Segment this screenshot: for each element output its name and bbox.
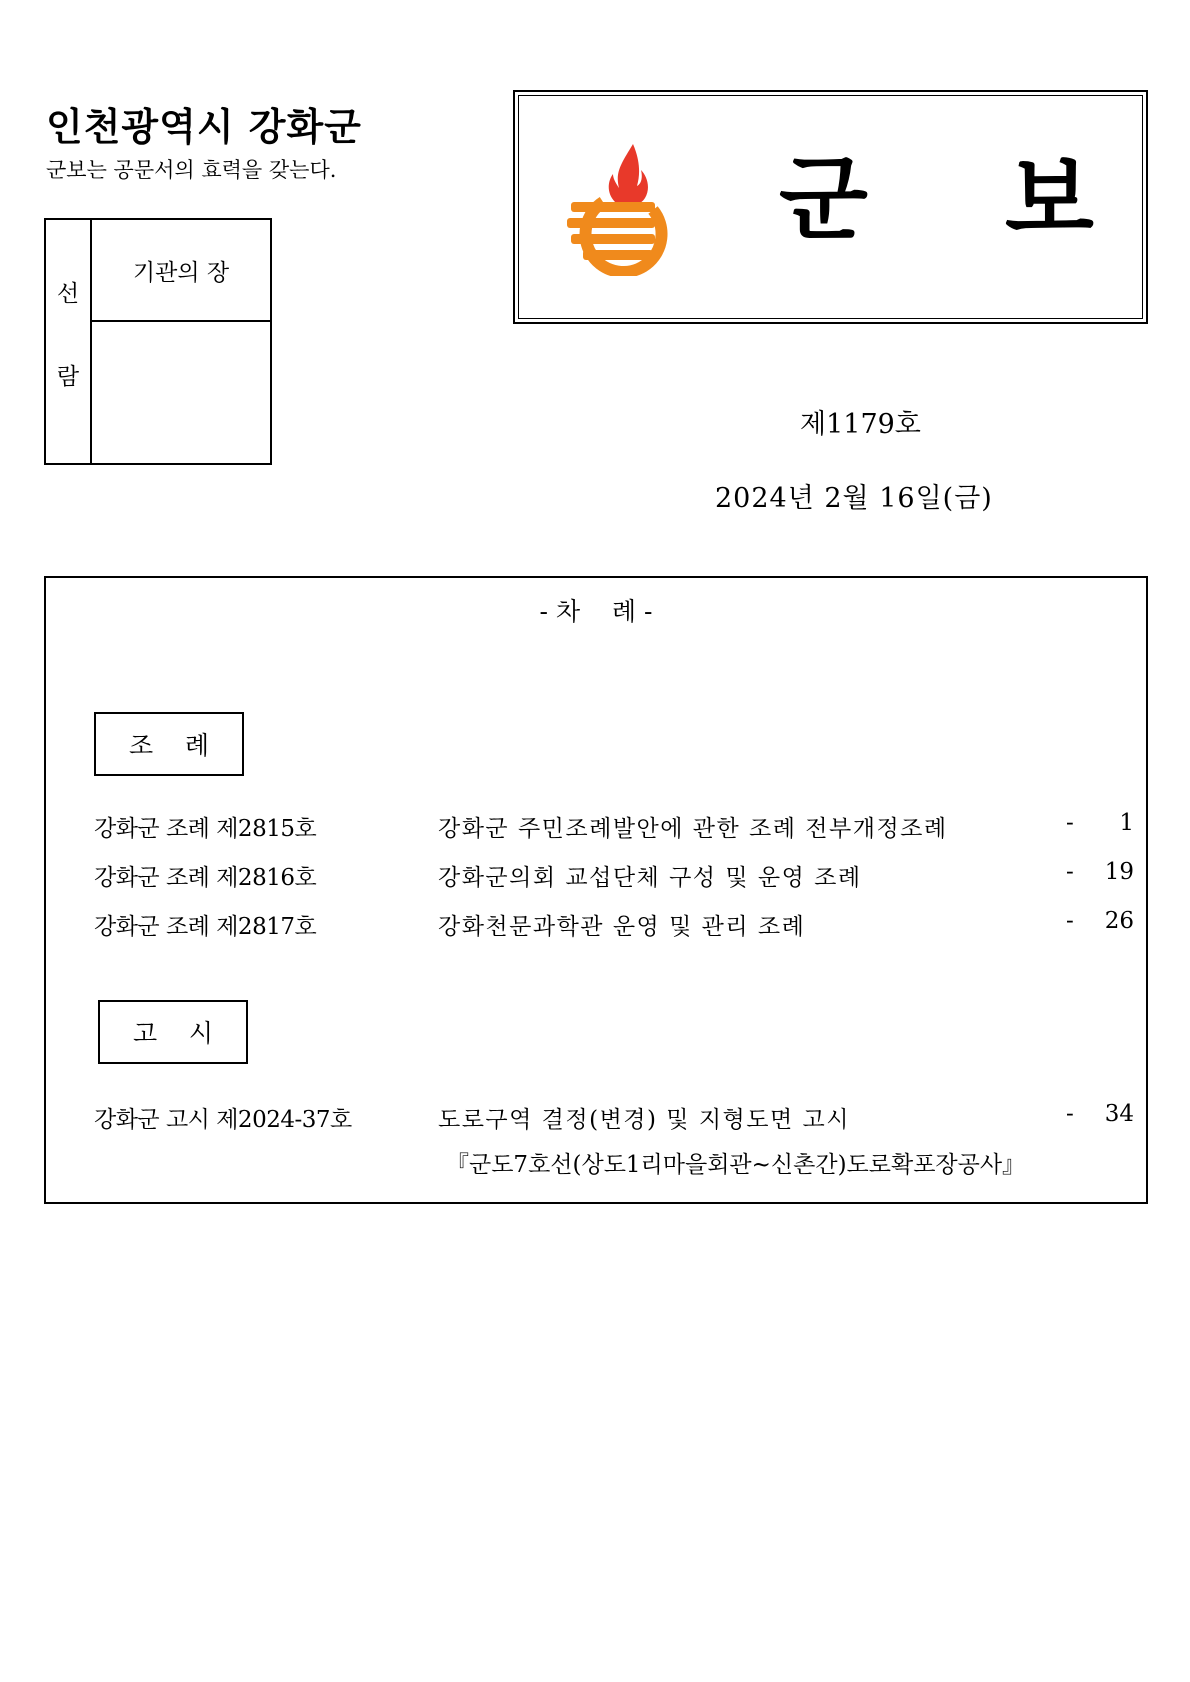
entry-dash: - — [1066, 1101, 1074, 1127]
entry-dash: - — [1066, 810, 1074, 836]
entry-code: 강화군 고시 제2024-37호 — [94, 1107, 352, 1133]
entry-subtitle: 『군도7호선(상도1리마을회관~신촌간)도로확포장공사』 — [446, 1152, 1026, 1178]
toc-title: - 차 례 - — [539, 597, 653, 626]
review-sign-area — [92, 322, 270, 463]
review-side-label — [46, 220, 92, 463]
section-label-ordinance: 조 례 — [94, 712, 244, 776]
entry-dash: - — [1066, 859, 1074, 885]
entry-dash: - — [1066, 908, 1074, 934]
issue-number: 제1179호 — [800, 409, 921, 440]
org-name: 인천광역시 강화군 — [46, 105, 362, 149]
toc-entry[interactable] — [46, 859, 1146, 893]
entry-title: 강화군의회 교섭단체 구성 및 운영 조례 — [438, 865, 862, 891]
table-of-contents — [44, 576, 1148, 1204]
entry-page: 19 — [1104, 859, 1134, 885]
entry-page: 34 — [1104, 1101, 1134, 1127]
toc-entry[interactable] — [46, 810, 1146, 844]
masthead-inner-frame — [518, 95, 1143, 319]
section-label-notice: 고 시 — [98, 1000, 248, 1064]
issue-date: 2024년 2월 16일(금) — [715, 483, 993, 514]
entry-code: 강화군 조례 제2815호 — [94, 816, 317, 842]
gun-emblem-icon — [563, 136, 693, 276]
review-head-label: 기관의 장 — [92, 220, 270, 322]
toc-entry[interactable] — [46, 908, 1146, 942]
masthead-title-char-2: 보 — [1005, 146, 1094, 253]
review-side-label-top: 선 — [56, 281, 80, 307]
entry-page: 1 — [1119, 810, 1134, 836]
entry-code: 강화군 조례 제2817호 — [94, 914, 317, 940]
review-side-label-bottom: 람 — [56, 364, 80, 390]
masthead — [513, 90, 1148, 324]
org-note: 군보는 공문서의 효력을 갖는다. — [46, 158, 337, 182]
entry-code: 강화군 조례 제2816호 — [94, 865, 317, 891]
entry-title: 도로구역 결정(변경) 및 지형도면 고시 — [438, 1107, 850, 1133]
review-box — [44, 218, 272, 465]
masthead-title-char-1: 군 — [779, 146, 868, 253]
toc-entry[interactable] — [46, 1101, 1146, 1135]
entry-title: 강화군 주민조례발안에 관한 조례 전부개정조례 — [438, 816, 948, 842]
entry-page: 26 — [1104, 908, 1134, 934]
entry-title: 강화천문과학관 운영 및 관리 조례 — [438, 914, 806, 940]
